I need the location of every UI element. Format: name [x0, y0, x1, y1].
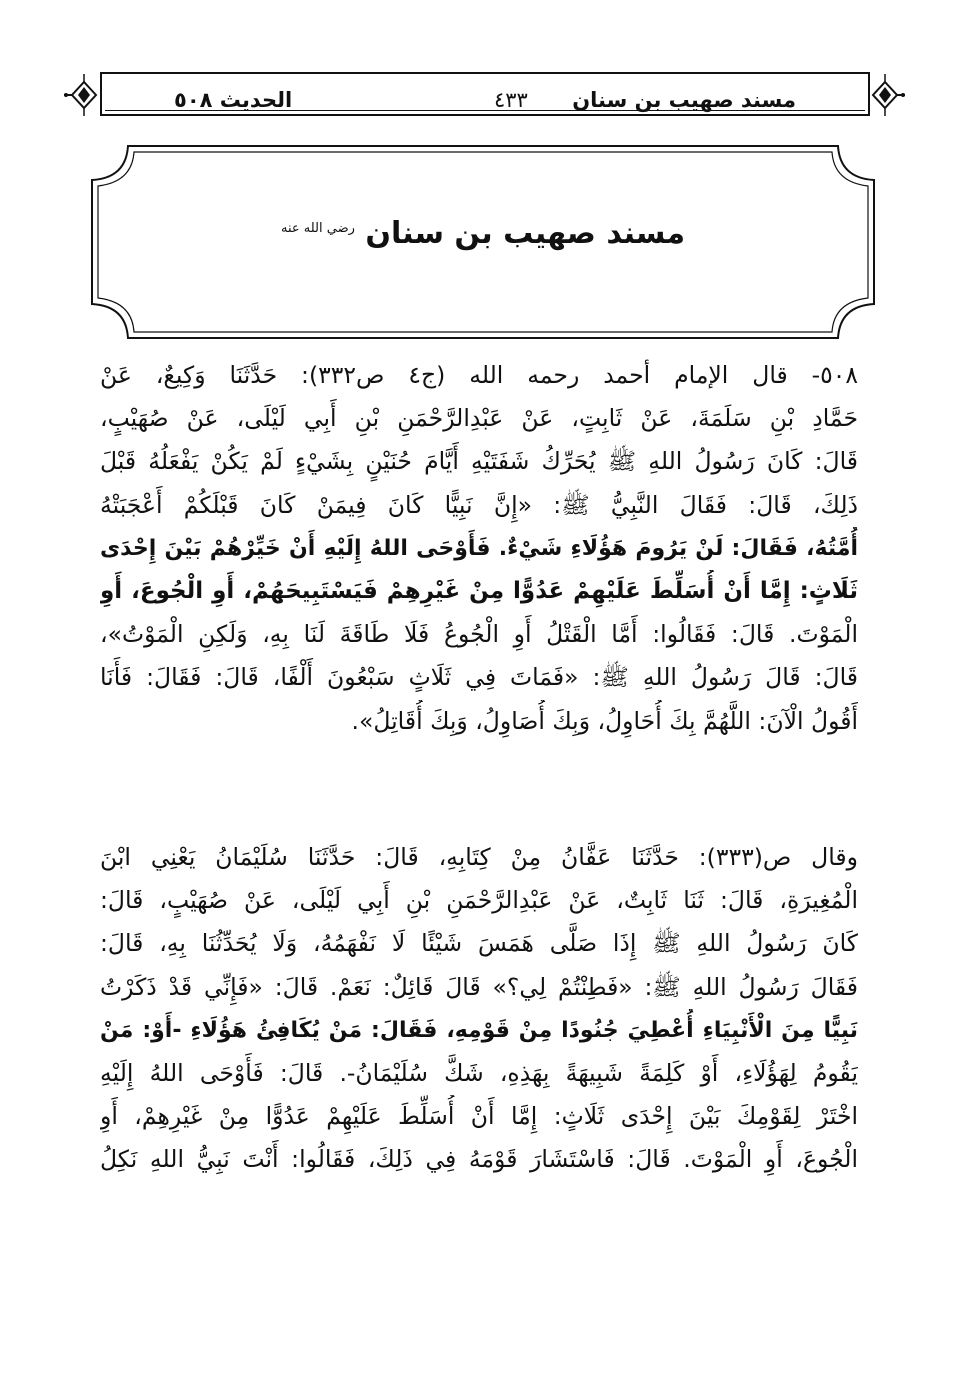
running-book-title: مسند صهيب بن سنان: [572, 88, 796, 112]
hadith-paragraph-1: [100, 354, 858, 743]
chapter-title-text: مسند صهيب بن سنان: [365, 216, 686, 251]
running-hadith-label: الحديث ٥٠٨: [174, 88, 293, 112]
header-box: [100, 72, 870, 116]
text-line: نَبِيًّا مِنَ الْأَنْبِيَاءِ أُعْطِيَ جُنُودًا مِنْ قَوْمِهِ، فَقَالَ: مَنْ يُكَافِئُ هَؤُلَاءِ -أَوْ: مَنْ: [100, 1017, 858, 1043]
running-header: [62, 66, 907, 124]
text-line: يَقُومُ لِهَؤُلَاءِ، أَوْ كَلِمَةً شَبِيهَةً بِهَذِهِ، شَكَّ سُلَيْمَانُ-. قَالَ: فَأَوْحَى اللهُ إِلَيْهِ: [100, 1058, 858, 1087]
text-line: وقال ص(٣٣٣): حَدَّثَنَا عَفَّانُ مِنْ كِتَابِهِ، قَالَ: حَدَّثَنَا سُلَيْمَانُ يَعْنِي ابْنَ: [100, 843, 858, 871]
text-line: أُمَّتُهُ، فَقَالَ: لَنْ يَرُومَ هَؤُلَاءِ شَيْءٌ. فَأَوْحَى اللهُ إِلَيْهِ أَنْ خَيِّرْهُمْ بَيْنَ إِحْدَى: [100, 535, 858, 561]
text-line: ٥٠٨- قال الإمام أحمد رحمه الله (ج٤ ص٣٣٢): حَدَّثَنَا وَكِيعٌ، عَنْ: [100, 361, 858, 389]
text-line: الْمَوْتَ. قَالَ: فَقَالُوا: أَمَّا الْقَتْلُ أَوِ الْجُوعُ فَلَا طَاقَةَ لَنَا بِهِ، وَلَكِنِ الْمَوْتُ»،: [100, 620, 858, 649]
page-number: ٤٣٣: [494, 88, 528, 112]
honorific-glyph: رضي الله عنه: [280, 221, 355, 236]
text-line: كَانَ رَسُولُ اللهِ ﷺ إِذَا صَلَّى هَمَسَ شَيْئًا لَا نَفْهَمُهُ، وَلَا يُحَدِّثُنَا بِهِ، قَالَ:: [100, 929, 858, 958]
text-line: ذَلِكَ، قَالَ: فَقَالَ النَّبِيُّ ﷺ: «إِنَّ نَبِيًّا كَانَ فِيمَنْ كَانَ قَبْلَكُمْ أَعْجَبَتْهُ: [100, 490, 858, 519]
hadith-paragraph-2: [100, 836, 858, 1182]
text-line: حَمَّادِ بْنِ سَلَمَةَ، عَنْ ثَابِتٍ، عَنْ عَبْدِالرَّحْمَنِ بْنِ أَبِي لَيْلَى، عَنْ صُهَيْبٍ،: [100, 404, 858, 433]
chapter-title: [88, 216, 878, 251]
text-line: أَقُولُ الْآنَ: اللَّهُمَّ بِكَ أُحَاوِلُ، وَبِكَ أُصَاوِلُ، وَبِكَ أُقَاتِلُ».: [351, 706, 858, 735]
text-line: ثَلَاثٍ: إِمَّا أَنْ أُسَلِّطَ عَلَيْهِمْ عَدُوًّا مِنْ غَيْرِهِمْ فَيَسْتَبِيحَهُمْ، أَوِ الْجُوعَ، أَوِ: [100, 577, 858, 604]
text-line: قَالَ: قَالَ رَسُولُ اللهِ ﷺ: «فَمَاتَ فِي ثَلَاثٍ سَبْعُونَ أَلْفًا، قَالَ: فَقَالَ: فَأَنَا: [100, 663, 858, 692]
ornament-right-icon: [871, 70, 907, 120]
text-line: اخْتَرْ لِقَوْمِكَ بَيْنَ إِحْدَى ثَلَاثٍ: إِمَّا أَنْ أُسَلِّطَ عَلَيْهِمْ عَدُوًّا مِنْ غَيْرِهِمْ، أَوِ: [100, 1102, 858, 1131]
text-line: الْجُوعَ، أَوِ الْمَوْتَ. قَالَ: فَاسْتَشَارَ قَوْمَهُ فِي ذَلِكَ، فَقَالُوا: أَنْتَ نَبِيُّ اللهِ نَكِلُ: [100, 1145, 858, 1174]
text-line: الْمُغِيرَةِ، قَالَ: ثَنَا ثَابِتٌ، عَنْ عَبْدِالرَّحْمَنِ بْنِ أَبِي لَيْلَى، عَنْ صُهَيْبٍ، قَالَ:: [100, 886, 858, 915]
chapter-title-frame: [88, 142, 878, 342]
text-line: قَالَ: كَانَ رَسُولُ اللهِ ﷺ يُحَرِّكُ شَفَتَيْهِ أَيَّامَ حُنَيْنٍ بِشَيْءٍ لَمْ يَكُنْ يَفْعَلُهُ قَبْلَ: [100, 447, 858, 476]
ornament-left-icon: [62, 70, 98, 120]
text-line: فَقَالَ رَسُولُ اللهِ ﷺ: «فَطِنْتُمْ لِي؟» قَالَ قَائِلٌ: نَعَمْ. قَالَ: «فَإِنِّي قَدْ ذَكَرْتُ: [100, 972, 858, 1001]
